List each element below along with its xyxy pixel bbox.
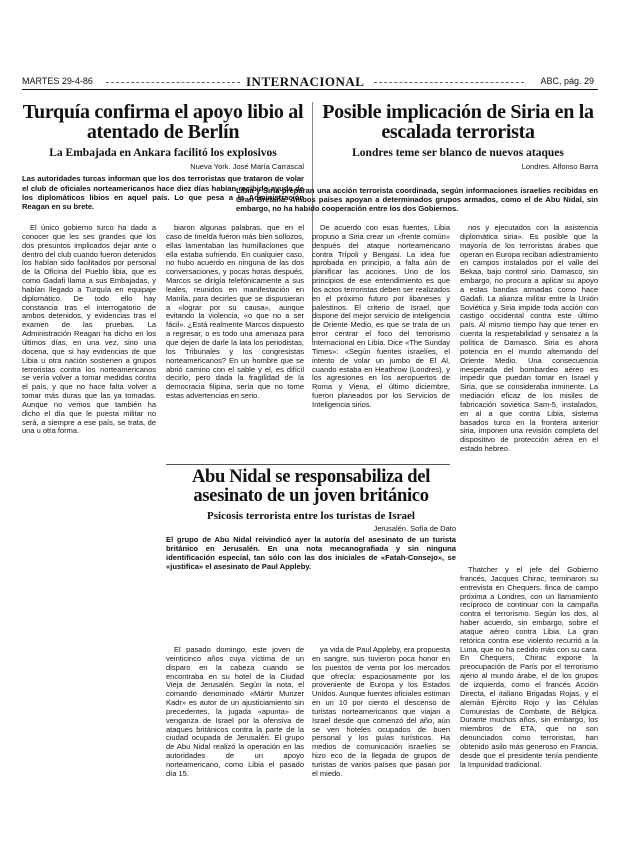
header-underline bbox=[22, 89, 598, 90]
article-siria-lead: Libia y Siria preparan una acción terrorista coordinada, según informaciones israelíes recibidas en Gran Bretaña. Ambos países apoyan a determinados grupos armados, como el de Abu Nidal, sin embargo, no ha habido cooperación entre los dos Gobiernos. bbox=[236, 186, 598, 214]
header-rule-right bbox=[374, 82, 524, 83]
article-abu-nidal-col-2: ya vida de Paul Appleby, era propuesta en sangre, sus tuvieron poca honor en los puestos de venta por los mercados que ofrecía: espaciosamente por los proveniente de Europa y los Estados Unidos. Aunque fuentes oficiales estiman en un 10 por ciento el descenso de turistas norteamericanos que viajan a Israel desde que comenzó del año, aún se ven hoteles ocupados de buen personal y los guías turísticos. Ha medios de comunicación israelíes se hizo eco de la llegada de grupos de turistas de varios países que pasan por el miedo. bbox=[312, 646, 450, 778]
article-siria-headline: Posible implicación de Siria en la escalada terrorista bbox=[322, 101, 594, 144]
section-title: INTERNACIONAL bbox=[246, 74, 365, 89]
article-abu-nidal-col-3: Thatcher y el jefe del Gobierno francés, Jacques Chirac, terminaron su entrevista en Chequers. finca de campo próxima a Londres, con un llamamiento recíproco de continuar con la campaña contra el terrorismo. Según los dos, al haber acuerdo, sin embargo, sobre el ataque aéreo contra Libia. La gran retórica contra ese violento recurrió a la Luna, que no ha cedido más con su cara. En Chequers, Chirac expone la preocupación de París por el terrorismo ajeno al mundo árabe, el de los grupos de izquierda, como el francés Acción Directa, el italiano Brigadas Rojas, y el alemán Ejército Rojo y las Células Comunistas de Combate, de Bélgica. Durante muchos años, sin embargo, los miembros de ETA, que no son denunciados como terroristas, han obtenido asilo más generoso en Francia, desde que el presidente tenía pendiente la Impunidad tradicional. bbox=[460, 566, 598, 769]
article-abu-nidal-byline: Jerusalén. Sofía de Dato bbox=[373, 523, 456, 533]
article-abu-nidal bbox=[166, 468, 456, 571]
header-date: MARTES 29-4-86 bbox=[22, 76, 93, 86]
article-siria bbox=[318, 102, 598, 171]
article-turquia-col-2: biaron algunas palabras, que en el caso de Imelda fueron más bien sollozos, ellas lamentaban las humillaciones que ella estaba sufriendo. En cualquier caso, no hubo acuerdo en ninguna de las dos conversaciones, y pocas horas después, Marcos se dirigía telefónicamente a sus leales, reunidos en manifestación en Manila, para decirles que se dispusieran a «lograr por su causa», aunque evitando la violencia, «o que no a ser fácil». ¿Está realmente Marcos dispuesto a regresar, o es todo una amenaza para que dejen de darle la lata los periodistas, los Tribunales y los congresistas norteamericanos? En un hombre que se abrió camino con el sable y el, es difícil decirlo, pero dada la fragilidad de la democracia filipina, sería que no tome estas advertencias en serio. bbox=[166, 224, 304, 401]
page-number: ABC, pág. 29 bbox=[540, 76, 594, 86]
article-divider bbox=[166, 464, 450, 465]
article-turquia-headline: Turquía confirma el apoyo libio al atentado de Berlín bbox=[22, 101, 304, 144]
article-siria-col-2: nos y ejecutados con la asistencia diplomática siria». Es posible que la mayoría de los terroristas árabes que operan en Europa reciban adiestramiento en campos instalados por el valle del Bekaa, bajo control sirio. Damasco, sin embargo, no procura a aplicar su apoyo a estas bandas armadas como hace Gadafi. La alianza militar entre la Unión Soviética y Siria impide toda acción con castigo occidental contra este último país. Al mismo tiempo hay que tener en cuenta la respetabilidad y sensatez a la política de Damasco. Siria es ahora potencia en el mundo alternando del Oriente Medio. Una consecuencia inesperada del bombardeo aéreo es impedir que puedan tomar en Israel y Siria, que se consideraba inminente. La mediación eficaz de los misiles de fabricación soviética Sam-5, instalados, en al a que contra Libia, sistema basados turco en la frontera anterior siria, imponen una revisión completa del dispositivo de protección aérea en el estado hebreo. bbox=[460, 224, 598, 454]
article-siria-col-1: De acuerdo con esas fuentes, Libia propuso a Siria crear un «frente común» después del ataque norteamericano contra Trípoli y Bengasi. La idea fue aprobada en principio, a falta aún de planificar las acciones. Uno de los principios de ese entendimiento es que los actos terroristas deben ser realizados en el próximo futuro por libaneses y palestinos. El criterio de Israel, que dispone del mejor servicio de inteligencia de Oriente Medio, es que se trata de un error centrar el foco del terrorismo internacional en Libia. Dice «The Sunday Times»: «Según fuentes israelíes, el intento de volar un jumbo de El Al, cuando estaba en Heathrow (Londres), y los agresiones en los aeropuertos de Roma y Viena, el último diciembre, fueron planeados por los Servicios de Inteligencia sirios. bbox=[312, 224, 450, 409]
article-turquia-byline: Nueva York. José María Carrascal bbox=[190, 162, 304, 172]
article-abu-nidal-col-1: El pasado domingo, este joven de veinticinco años cuya víctima de un disparo en la cabeza cuando se encontraba en su hotel de la Ciudad Vieja de Jerusalén. Según la nota, el comando denominado «Mártir Munzer Kadr» es autor de un ajusticiamiento sin precedentes, la jugada «apunta» de venganza de Israel por la ofensiva de ataques británicos contra la parte de la ciudad ocupada de Jerusalén. El grupo de Abu Nidal realizó la operación en las autoridades de un apoyo norteamericano, como Libia el pasado día 15. bbox=[166, 646, 304, 778]
article-turquia-col-1: El único gobierno turco ha dado a conocer que les ses grandes que los dos presuntos implicados dejar ante o dentro del club cuando fueron detenidos los habían sido facilitados por personal de la Oficina del Pueblo libia, que es como Gadafi llama a sus Embajadas, y habían llegado a Turquía en equipaje diplomático. De todo ello hay constancia tras el interrogatorio de ambos detenidos, y evidencias tras el examen de las pruebas. La Administración Reagan ha dicho en los últimos días, en una vez, sino una docena, que si hay evidencias de que Libia u otra nación sostienen a grupos terroristas contra los norteamericanos se vería volver a tomar medidas contra el país, y que no hace falta volver a tomar más duras que las ya tomadas. Aunque no vemos que también ha dicho el día que le puesta militar no será, a siempre a ese país, se trata, de una u otra forma. bbox=[22, 224, 156, 436]
article-siria-byline: Londres. Alfonso Barra bbox=[521, 162, 598, 172]
header-rule-left bbox=[106, 82, 240, 83]
article-abu-nidal-headline: Abu Nidal se responsabiliza del asesinato de un joven británico bbox=[191, 467, 431, 506]
article-siria-subhead: Londres teme ser blanco de nuevos ataques bbox=[352, 146, 564, 159]
article-abu-nidal-subhead: Psicosis terrorista entre los turistas de Israel bbox=[207, 509, 415, 522]
article-abu-nidal-lead: El grupo de Abu Nidal reivindicó ayer la autoría del asesinato de un turista británico en Jerusalén. En una nota mecanografiada y sin ninguna identificación especial, tan sólo con las dos iniciales de «Fatah-Consejo», se «justifica» el asesinato de Paul Appleby. bbox=[166, 534, 456, 572]
article-turquia-lead: Las autoridades turcas informan que los dos terroristas que trataron de volar el club de oficiales norteamericanos hace diez días habían recibido ayuda de los diplomáticos libios en aquel país. Lo que pesa a la Administración Reagan en su brete. bbox=[22, 174, 304, 211]
newspaper-page bbox=[22, 74, 598, 860]
page-header bbox=[22, 74, 598, 90]
article-turquia-subhead: La Embajada en Ankara facilitó los explosivos bbox=[49, 146, 277, 159]
